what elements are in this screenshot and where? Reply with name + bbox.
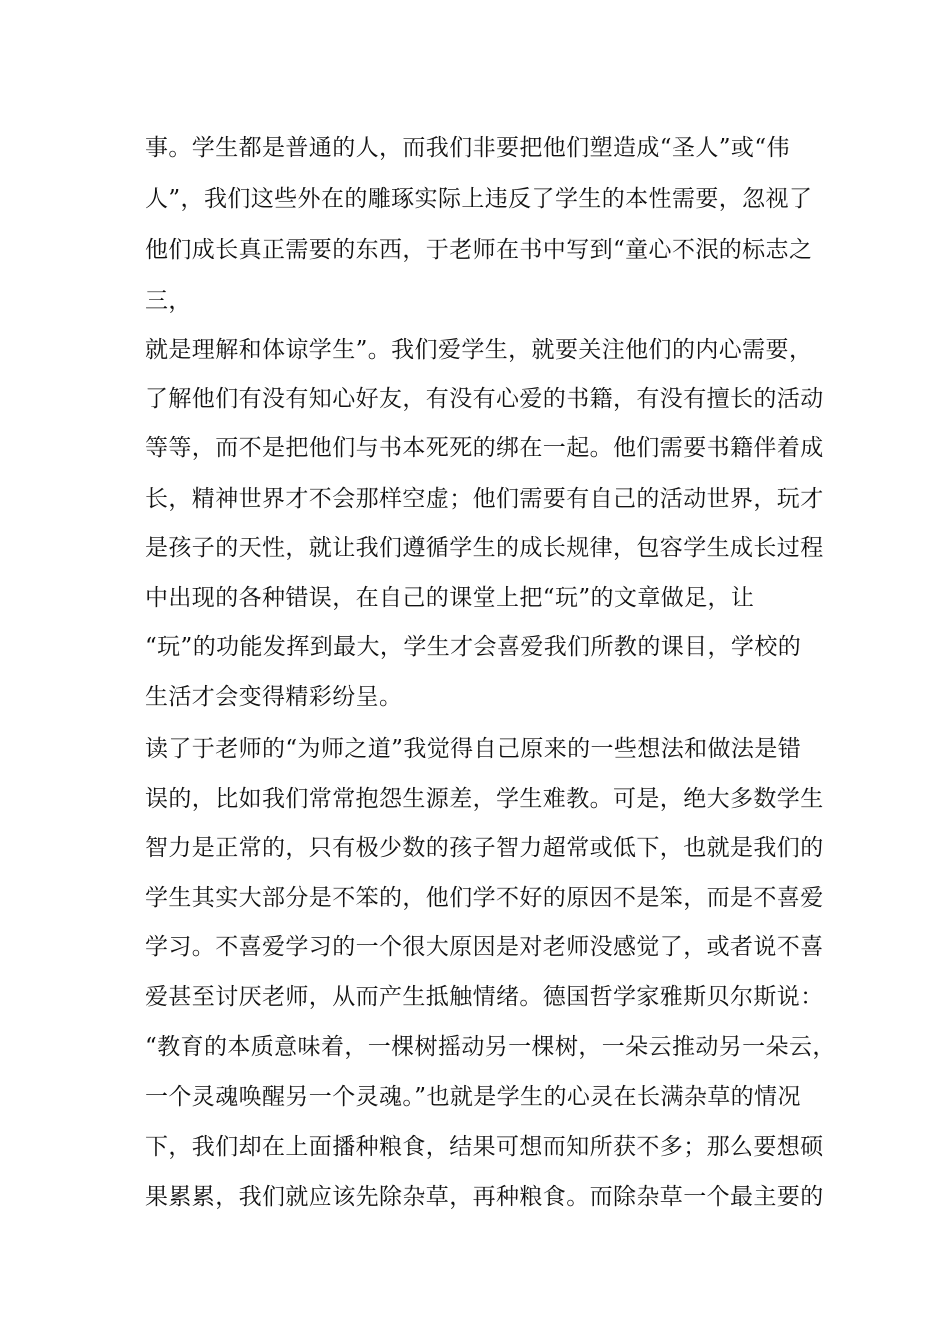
text-line: 人”，我们这些外在的雕琢实际上违反了学生的本性需要，忽视了 [145,186,813,212]
text-line: 是孩子的天性，就让我们遵循学生的成长规律，包容学生成长过程 [145,535,824,561]
text-line: 读了于老师的“为师之道”我觉得自己原来的一些想法和做法是错 [145,736,802,762]
text-line: 长，精神世界才不会那样空虚；他们需要有自己的活动世界，玩才 [145,486,824,512]
text-line: 下，我们却在上面播种粮食，结果可想而知所获不多；那么要想硕 [145,1134,824,1160]
text-line: “教育的本质意味着，一棵树摇动另一棵树，一朵云推动另一朵云， [145,1034,836,1060]
text-line: 生活才会变得精彩纷呈。 [145,684,403,710]
text-line: 中出现的各种错误，在自己的课堂上把“玩”的文章做足，让 [145,585,755,611]
text-line: 智力是正常的，只有极少数的孩子智力超常或低下，也就是我们的 [145,835,824,861]
text-line: 一个灵魂唤醒另一个灵魂。”也就是学生的心灵在长满杂草的情况 [145,1084,801,1110]
text-line: 他们成长真正需要的东西，于老师在书中写到“童心不泯的标志之 [145,237,813,263]
text-line: 就是理解和体谅学生”。我们爱学生，就要关注他们的内心需要， [145,337,813,363]
text-line: 三， [145,288,192,314]
text-line: 了解他们有没有知心好友，有没有心爱的书籍，有没有擅长的活动 [145,386,824,412]
text-line: 果累累，我们就应该先除杂草，再种粮食。而除杂草一个最主要的 [145,1184,824,1210]
text-line: 学习。不喜爱学习的一个很大原因是对老师没感觉了，或者说不喜 [145,934,824,960]
text-line: 等等，而不是把他们与书本死死的绑在一起。他们需要书籍伴着成 [145,435,824,461]
text-line: “玩”的功能发挥到最大，学生才会喜爱我们所教的课目，学校的 [145,634,802,660]
text-line: 爱甚至讨厌老师，从而产生抵触情绪。德国哲学家雅斯贝尔斯说： [145,984,824,1010]
text-line: 事。学生都是普通的人，而我们非要把他们塑造成“圣人”或“伟 [145,135,790,161]
text-line: 学生其实大部分是不笨的，他们学不好的原因不是笨，而是不喜爱 [145,885,824,911]
text-line: 误的，比如我们常常抱怨生源差，学生难教。可是，绝大多数学生 [145,786,824,812]
